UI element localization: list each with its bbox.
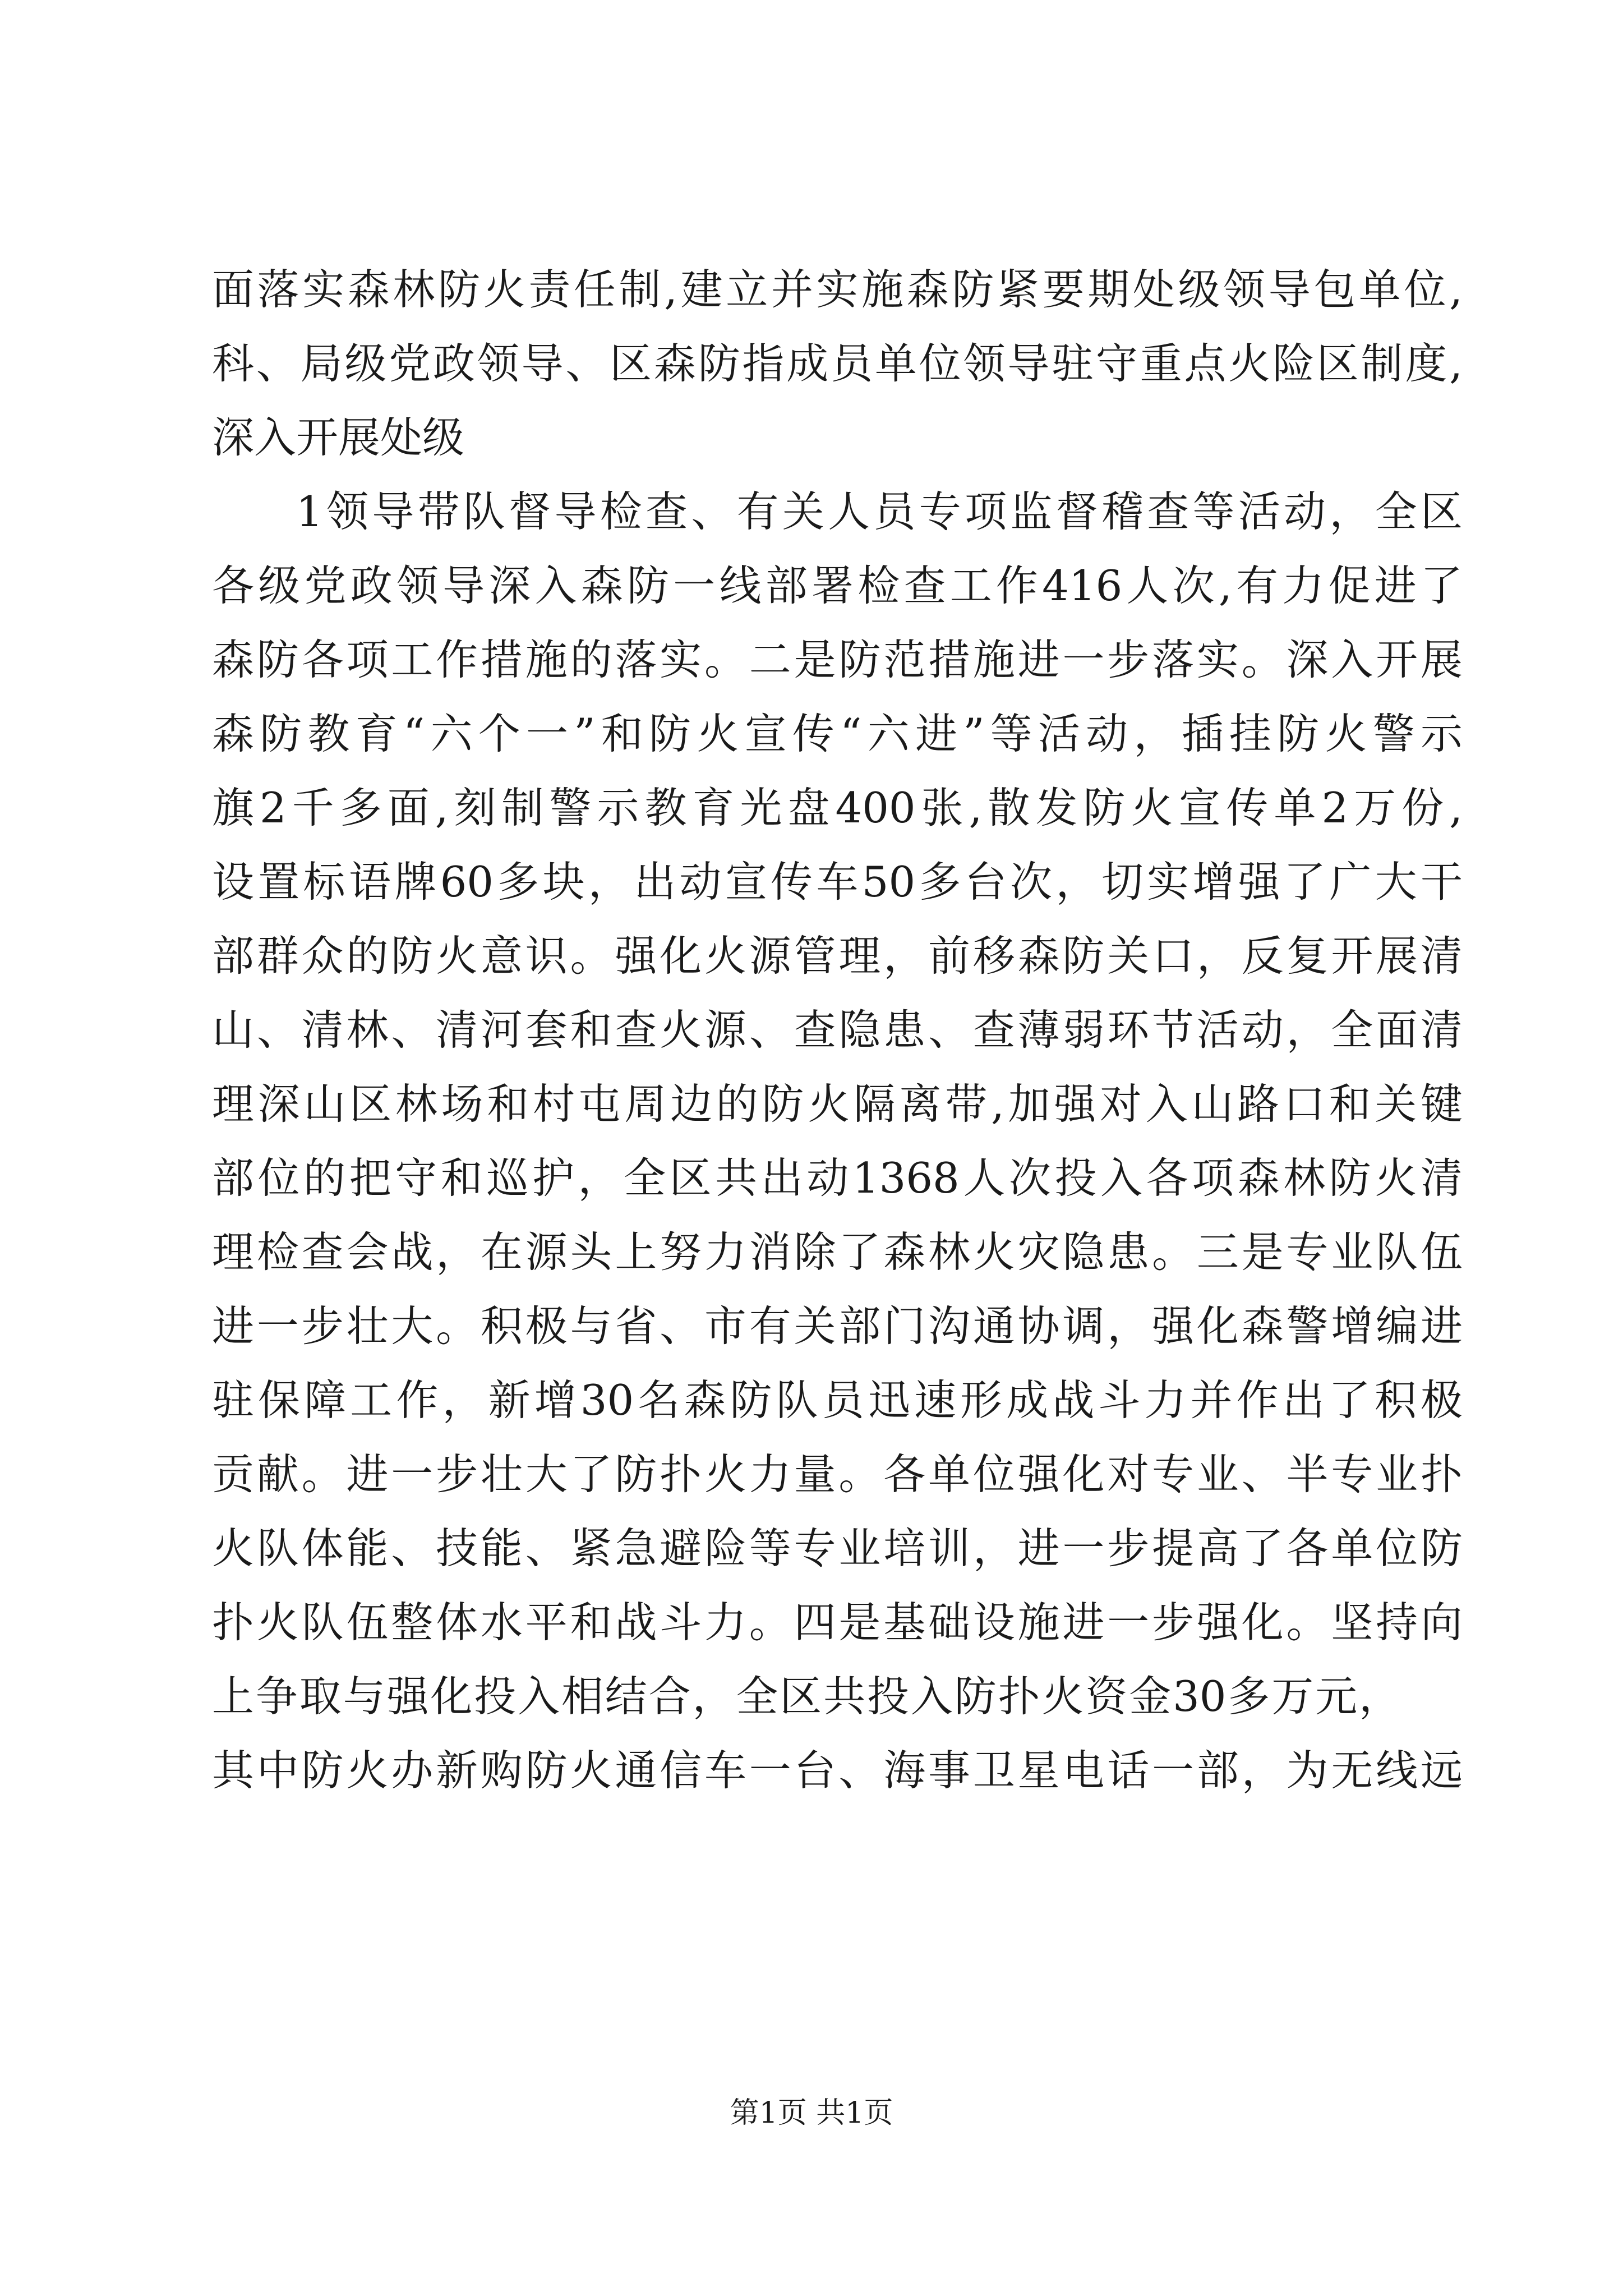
paragraph-first-line: 1领导带队督导检查、有关人员专项监督稽查等活动，全区 [296, 487, 1463, 536]
text-line: 贡献。进一步壮大了防扑火力量。各单位强化对专业、半专业扑 [212, 1450, 1463, 1499]
text-line: 深入开展处级 [212, 413, 465, 462]
text-line: 其中防火办新购防火通信车一台、海事卫星电话一部，为无线远 [212, 1746, 1463, 1795]
text-line: 山、清林、清河套和查火源、查隐患、查薄弱环节活动，全面清 [212, 1005, 1463, 1055]
text-line: 上争取与强化投入相结合，全区共投入防扑火资金30多万元， [212, 1672, 1401, 1721]
text-line: 森防教育“六个一”和防火宣传“六进”等活动，插挂防火警示 [212, 709, 1463, 758]
text-line: 科、局级党政领导、区森防指成员单位领导驻守重点火险区制度, [212, 339, 1463, 388]
text-line: 部群众的防火意识。强化火源管理，前移森防关口，反复开展清 [212, 931, 1463, 981]
text-line: 驻保障工作，新增30名森防队员迅速形成战斗力并作出了积极 [212, 1375, 1463, 1425]
text-line: 理检查会战，在源头上努力消除了森林火灾隐患。三是专业队伍 [212, 1227, 1463, 1277]
text-line: 各级党政领导深入森防一线部署检查工作416人次,有力促进了 [212, 561, 1463, 610]
text-line: 进一步壮大。积极与省、市有关部门沟通协调，强化森警增编进 [212, 1301, 1463, 1351]
text-line: 扑火队伍整体水平和战斗力。四是基础设施进一步强化。坚持向 [212, 1598, 1463, 1647]
text-line: 面落实森林防火责任制,建立并实施森防紧要期处级领导包单位, [212, 265, 1463, 314]
text-line: 理深山区林场和村屯周边的防火隔离带,加强对入山路口和关键 [212, 1079, 1463, 1129]
page-footer: 第1页 共1页 [730, 2096, 893, 2130]
text-line: 火队体能、技能、紧急避险等专业培训，进一步提高了各单位防 [212, 1524, 1463, 1573]
text-line: 部位的把守和巡护，全区共出动1368人次投入各项森林防火清 [212, 1153, 1463, 1203]
text-line: 森防各项工作措施的落实。二是防范措施进一步落实。深入开展 [212, 635, 1463, 684]
text-line: 旗2千多面,刻制警示教育光盘400张,散发防火宣传单2万份, [212, 783, 1463, 832]
text-line: 设置标语牌60多块，出动宣传车50多台次，切实增强了广大干 [212, 857, 1463, 907]
